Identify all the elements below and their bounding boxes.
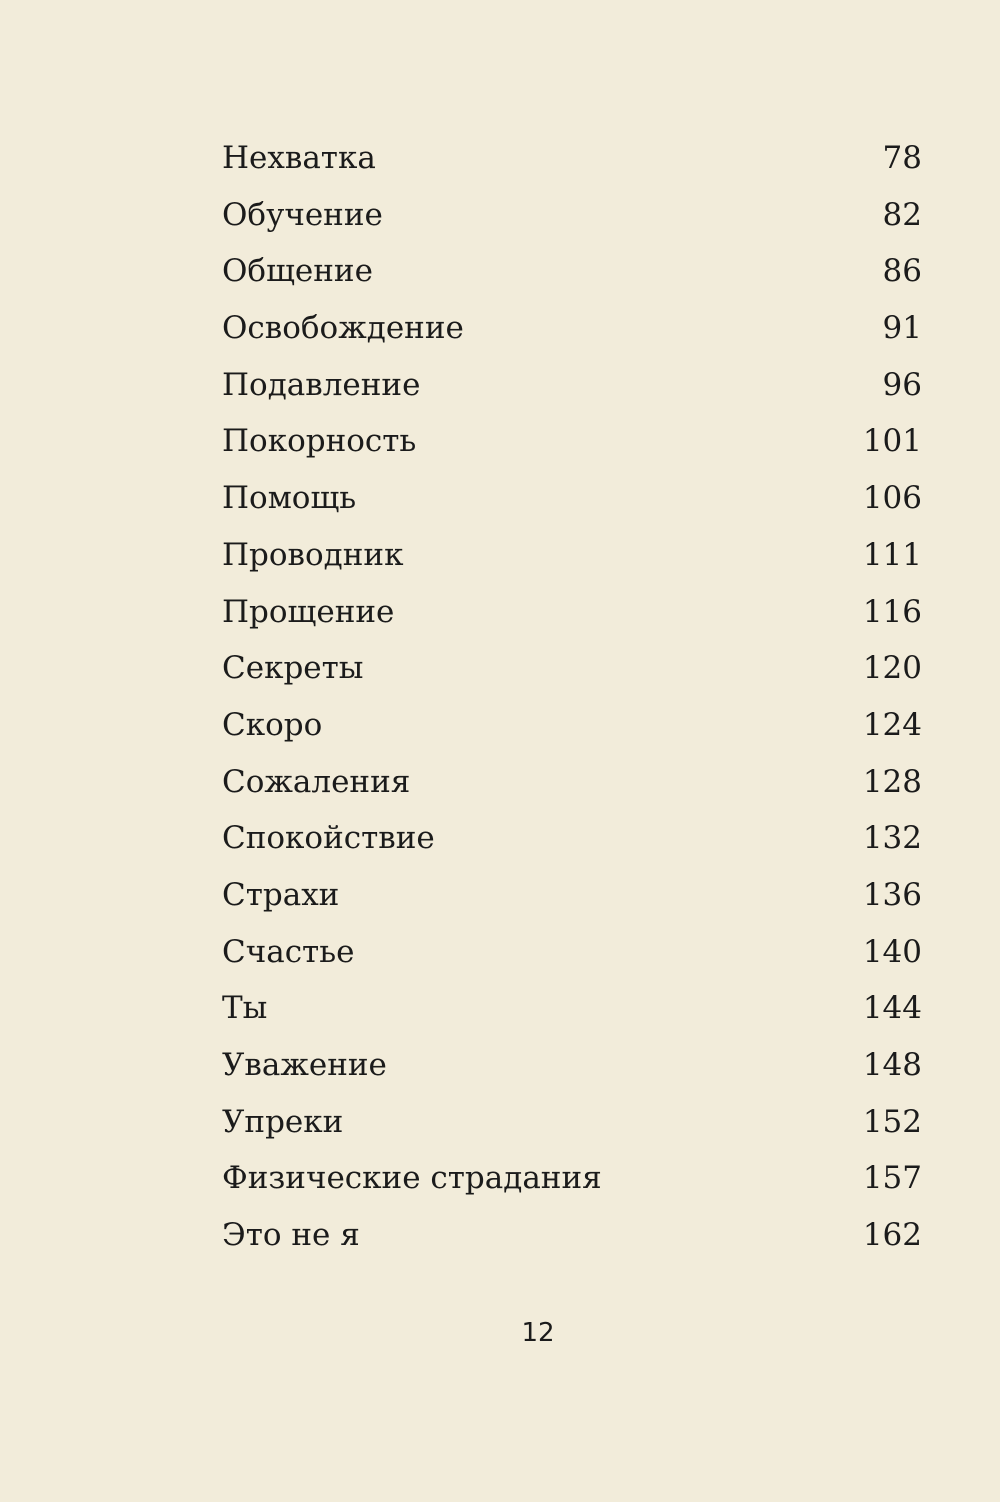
toc-entry-title: Обучение [222,196,383,233]
toc-entry-title: Это не я [222,1217,360,1254]
toc-entry-title: Физические страдания [222,1160,602,1197]
table-of-contents [222,130,922,1264]
toc-entry-20 [222,1207,922,1264]
toc-entry-page-number: 116 [862,593,922,630]
toc-entry-19 [222,1150,922,1207]
toc-entry-title: Покорность [222,423,417,460]
toc-entry-page-number: 148 [862,1047,922,1083]
toc-entry-page-number: 152 [862,1103,922,1140]
toc-entry-page-number: 82 [882,196,922,233]
toc-entry-1 [222,130,922,187]
toc-entry-title: Помощь [222,480,357,517]
toc-entry-title: Сожаления [222,763,411,800]
toc-entry-title: Прощение [222,593,395,630]
toc-entry-title: Счастье [222,933,355,970]
toc-entry-14 [222,867,922,924]
toc-entry-title: Подавление [222,366,421,403]
toc-entry-2 [222,187,922,244]
toc-entry-11 [222,697,922,754]
toc-entry-title: Освобождение [222,310,464,347]
toc-entry-page-number: 106 [862,480,922,517]
toc-entry-5 [222,357,922,414]
toc-entry-9 [222,584,922,641]
toc-entry-13 [222,810,922,867]
toc-entry-17 [222,1037,922,1094]
toc-entry-page-number: 144 [862,990,922,1027]
toc-entry-page-number: 96 [882,366,922,403]
toc-entry-title: Уважение [222,1047,387,1083]
page-number: 12 [521,1318,555,1348]
toc-entry-page-number: 86 [882,253,922,290]
toc-entry-6 [222,413,922,470]
toc-entry-title: Спокойствие [222,820,435,857]
toc-entry-16 [222,980,922,1037]
toc-entry-page-number: 91 [882,310,922,347]
toc-entry-4 [222,300,922,357]
toc-entry-title: Проводник [222,536,404,573]
toc-entry-10 [222,640,922,697]
toc-entry-page-number: 132 [862,820,922,857]
toc-entry-page-number: 78 [882,140,922,176]
toc-entry-8 [222,527,922,584]
toc-entry-page-number: 136 [862,876,922,913]
toc-entry-title: Упреки [222,1103,344,1140]
toc-entry-title: Скоро [222,706,323,743]
toc-entry-7 [222,470,922,527]
toc-entry-title: Нехватка [222,140,376,176]
toc-entry-page-number: 101 [862,423,922,460]
toc-entry-page-number: 162 [862,1217,922,1254]
toc-entry-title: Страхи [222,876,340,913]
toc-entry-page-number: 120 [862,650,922,687]
toc-entry-title: Ты [222,990,268,1027]
toc-entry-12 [222,754,922,811]
toc-entry-page-number: 124 [862,706,922,743]
toc-entry-page-number: 157 [862,1160,922,1197]
toc-entry-page-number: 111 [862,536,922,573]
toc-entry-page-number: 128 [862,763,922,800]
toc-entry-15 [222,924,922,981]
toc-entry-18 [222,1094,922,1151]
toc-entry-3 [222,243,922,300]
toc-entry-page-number: 140 [862,933,922,970]
toc-entry-title: Секреты [222,650,364,687]
toc-entry-title: Общение [222,253,373,290]
